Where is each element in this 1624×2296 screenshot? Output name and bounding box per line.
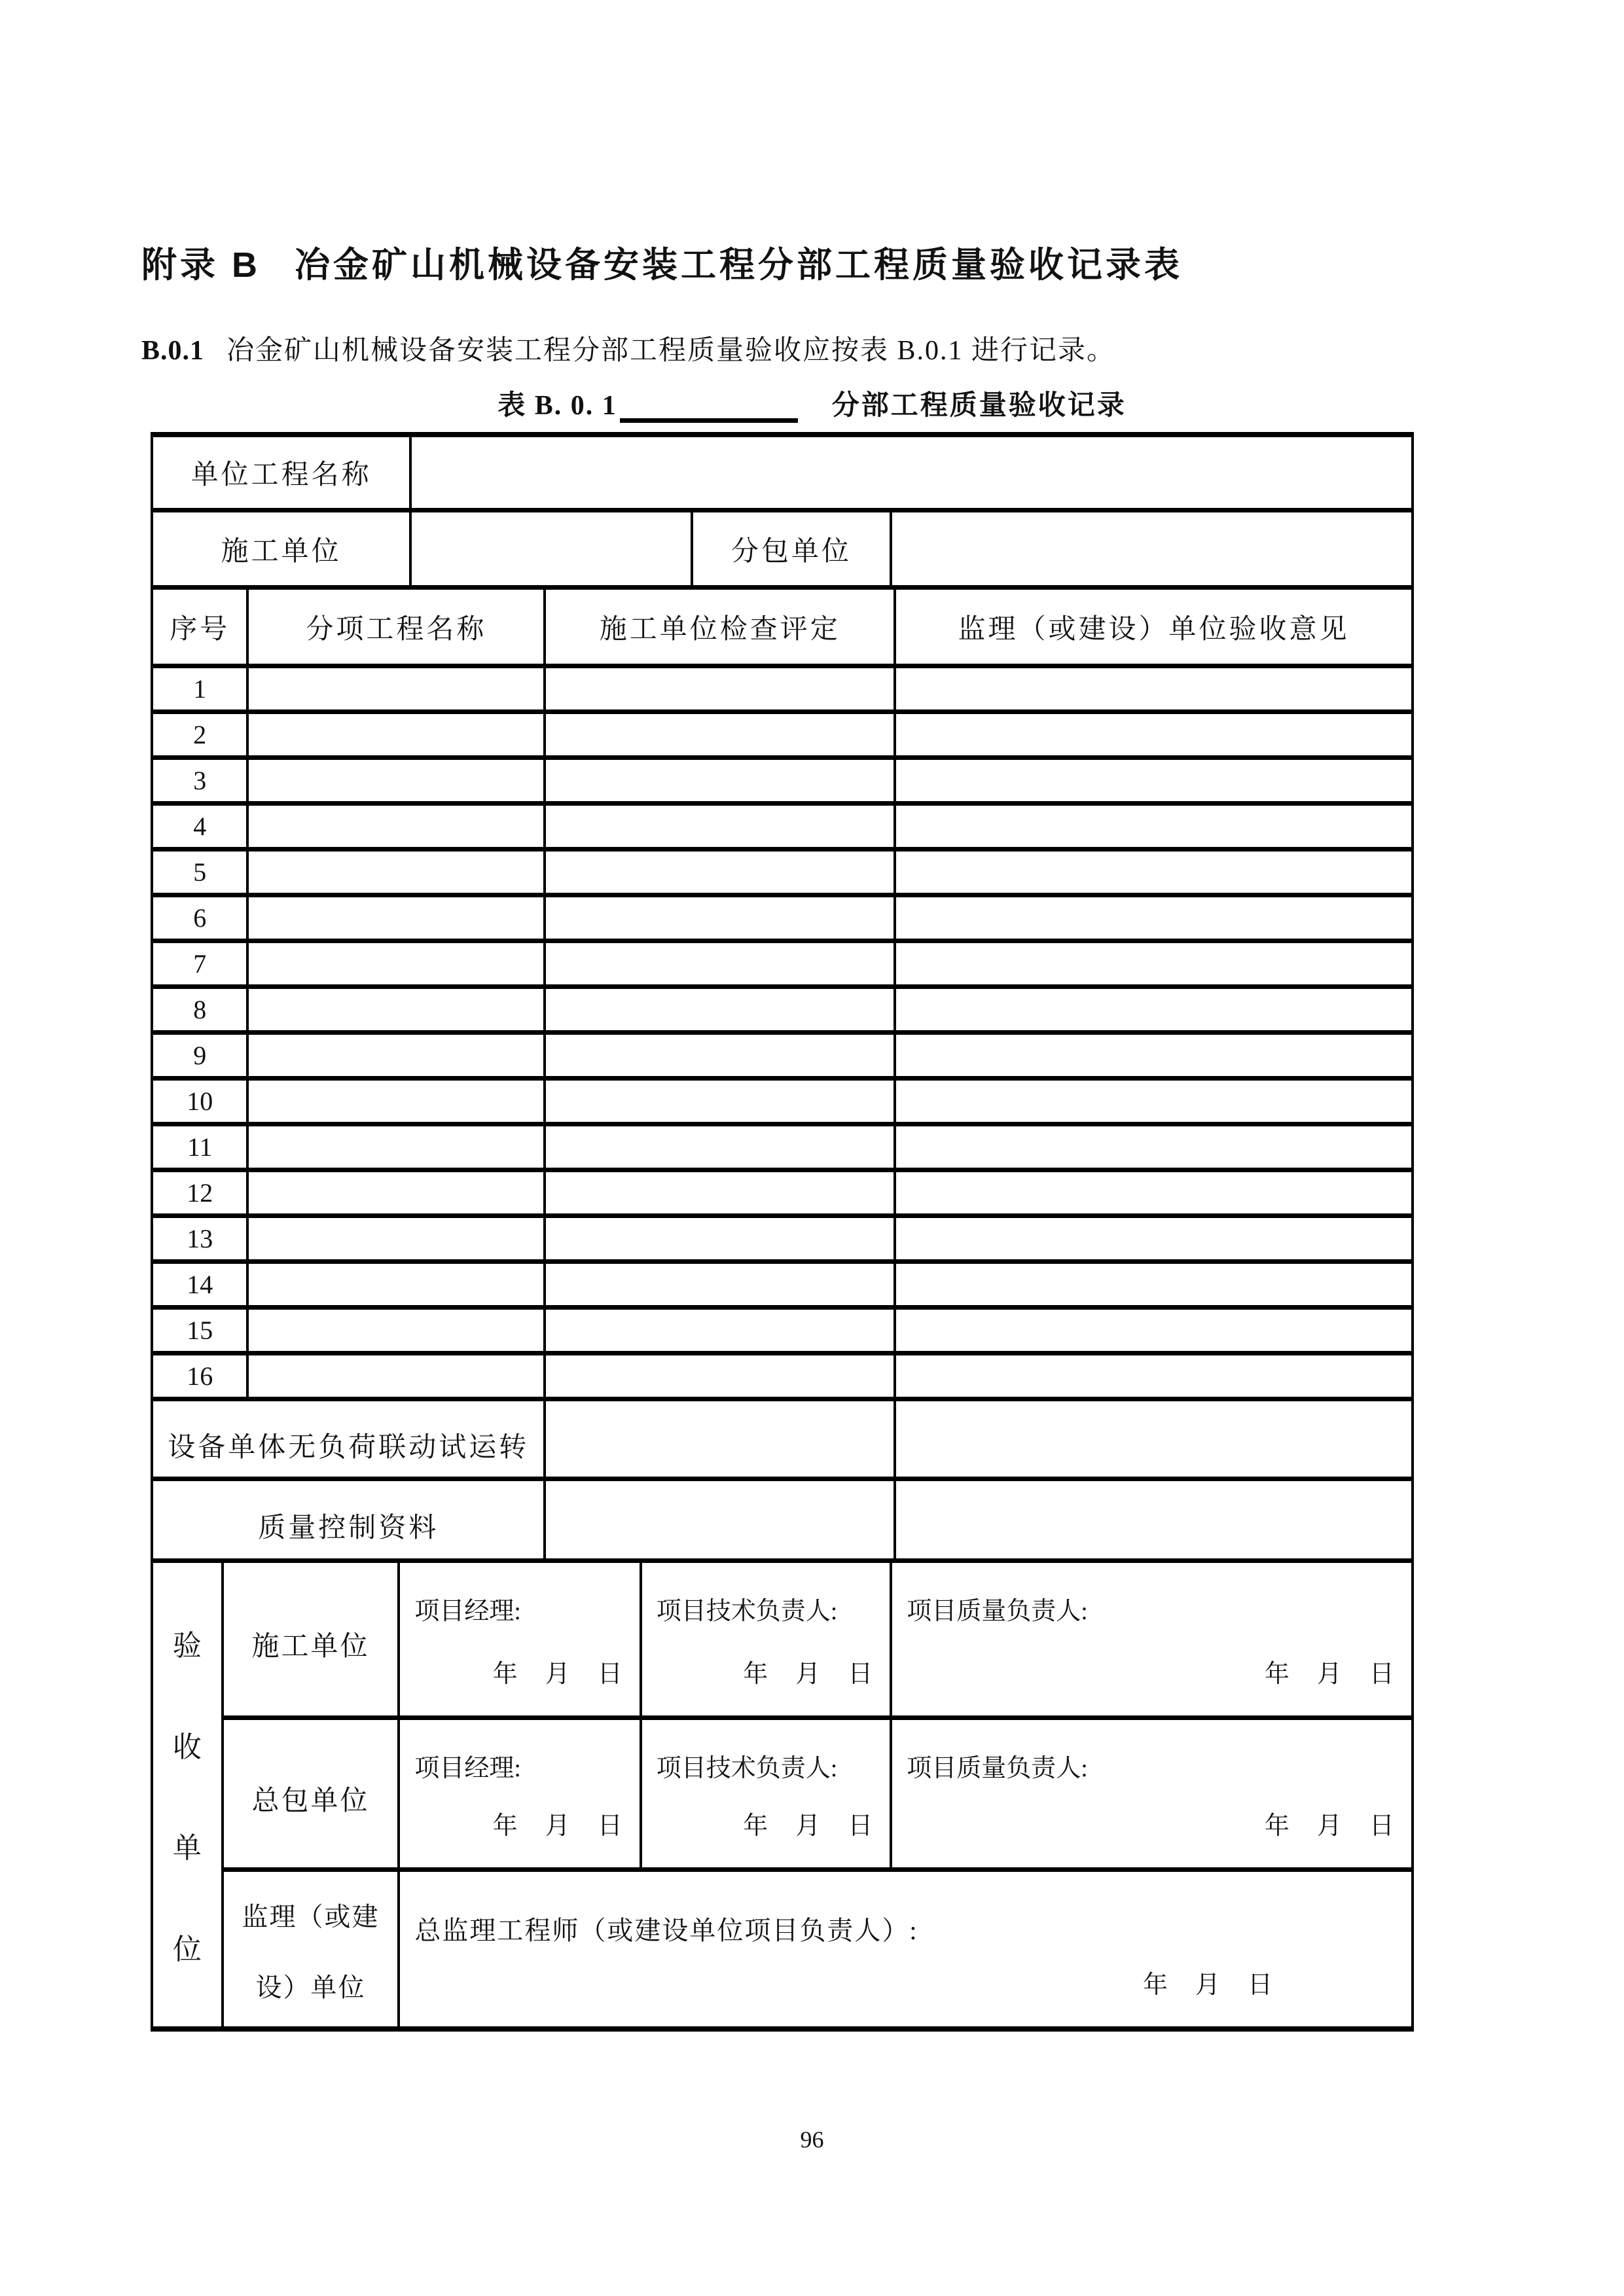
row-name-cell — [249, 1310, 546, 1351]
row-check-cell — [546, 1355, 896, 1397]
table-row — [153, 1264, 1411, 1310]
subcontract-unit-value-cell — [892, 512, 1411, 585]
row-name-cell — [249, 943, 546, 984]
row-opinion-cell — [896, 1264, 1411, 1305]
side-char: 验 — [172, 1630, 202, 1662]
row-name-cell — [249, 668, 546, 709]
no-load-test-opinion-cell — [896, 1401, 1411, 1477]
row-seq: 16 — [153, 1355, 249, 1397]
table-row — [153, 760, 1411, 806]
row-name-cell — [249, 989, 546, 1030]
acceptance-unit-section — [153, 1563, 1411, 2026]
technical-director-title: 项目技术负责人: — [656, 1598, 838, 1625]
table-row — [153, 1035, 1411, 1081]
row-seq: 1 — [153, 668, 249, 709]
row-check-cell — [546, 1310, 896, 1351]
subcontract-unit-label: 分包单位 — [693, 512, 893, 585]
fill-in-blank-line — [620, 393, 798, 423]
row-check-cell — [546, 989, 896, 1030]
clause-number: B.0.1 — [141, 336, 205, 366]
row-seq: 9 — [153, 1035, 249, 1076]
header-self-check: 施工单位检查评定 — [546, 590, 896, 664]
quality-control-check-cell — [546, 1481, 896, 1558]
table-row — [153, 1310, 1411, 1355]
construction-unit-row — [153, 512, 1411, 590]
quality-director-title: 项目质量负责人: — [907, 1755, 1088, 1782]
row-seq: 13 — [153, 1218, 249, 1259]
project-manager-signature-cell — [400, 1563, 641, 1715]
side-char: 位 — [172, 1933, 202, 1965]
row-name-cell — [249, 1035, 546, 1076]
appendix-title-prefix: 附录 B — [141, 245, 261, 285]
no-load-test-row — [153, 1401, 1411, 1481]
row-name-cell — [249, 1218, 546, 1259]
row-seq: 7 — [153, 943, 249, 984]
unit-project-row — [153, 437, 1411, 512]
row-opinion-cell — [896, 668, 1411, 709]
row-name-cell — [249, 897, 546, 939]
page-number: 96 — [800, 2126, 824, 2153]
header-subproject-name: 分项工程名称 — [249, 590, 546, 664]
project-manager-title: 项目经理: — [414, 1598, 521, 1625]
side-char: 收 — [172, 1731, 202, 1763]
row-opinion-cell — [896, 806, 1411, 847]
table-row — [153, 897, 1411, 943]
table-row — [153, 1218, 1411, 1264]
unit-project-label: 单位工程名称 — [153, 437, 412, 508]
technical-director-signature-cell — [642, 1563, 892, 1715]
date-placeholder: 年 月 日 — [1264, 1660, 1396, 1688]
row-seq: 8 — [153, 989, 249, 1030]
quality-control-opinion-cell — [896, 1481, 1411, 1558]
row-opinion-cell — [896, 989, 1411, 1030]
appendix-title — [141, 237, 1183, 287]
no-load-test-label: 设备单体无负荷联动试运转 — [153, 1401, 546, 1477]
table-caption-suffix: 分部工程质量验收记录 — [831, 389, 1127, 420]
row-name-cell — [249, 1172, 546, 1213]
supervisor-label-line1: 监理（或建 — [242, 1902, 380, 1931]
project-manager-signature-cell — [400, 1720, 641, 1867]
quality-control-label: 质量控制资料 — [153, 1481, 546, 1558]
row-name-cell — [249, 1355, 546, 1397]
table-row — [153, 1081, 1411, 1126]
supervisor-label-line2: 设）单位 — [255, 1973, 366, 2002]
table-row — [153, 806, 1411, 852]
construction-unit-label: 施工单位 — [153, 512, 412, 585]
clause-paragraph — [141, 329, 1115, 368]
clause-text: 冶金矿山机械设备安装工程分部工程质量验收应按表 B.0.1 进行记录。 — [226, 336, 1116, 366]
row-check-cell — [546, 714, 896, 755]
table-row — [153, 989, 1411, 1035]
table-row — [153, 852, 1411, 897]
row-opinion-cell — [896, 1355, 1411, 1397]
general-contractor-signature-label: 总包单位 — [224, 1720, 401, 1867]
row-check-cell — [546, 806, 896, 847]
acceptance-record-table — [151, 432, 1414, 2032]
acceptance-signature-rows — [224, 1563, 1411, 2026]
chief-supervisor-signature-cell — [400, 1872, 1411, 2026]
date-placeholder: 年 月 日 — [1264, 1812, 1396, 1840]
technical-director-signature-cell — [642, 1720, 892, 1867]
row-opinion-cell — [896, 1310, 1411, 1351]
construction-unit-value-cell — [412, 512, 693, 585]
table-row — [153, 1355, 1411, 1401]
row-check-cell — [546, 1035, 896, 1076]
acceptance-unit-side-label — [153, 1563, 224, 2026]
table-row — [153, 1126, 1411, 1172]
table-caption-label: 表 B. 0. 1 — [497, 391, 617, 421]
row-opinion-cell — [896, 714, 1411, 755]
header-seq: 序号 — [153, 590, 249, 664]
row-seq: 11 — [153, 1126, 249, 1168]
no-load-test-check-cell — [546, 1401, 896, 1477]
table-row — [153, 714, 1411, 760]
row-opinion-cell — [896, 897, 1411, 939]
row-opinion-cell — [896, 1218, 1411, 1259]
row-opinion-cell — [896, 760, 1411, 801]
row-seq: 6 — [153, 897, 249, 939]
date-placeholder: 年 月 日 — [743, 1660, 875, 1688]
row-check-cell — [546, 897, 896, 939]
row-seq: 2 — [153, 714, 249, 755]
row-opinion-cell — [896, 852, 1411, 893]
row-seq: 14 — [153, 1264, 249, 1305]
column-header-row — [153, 590, 1411, 668]
row-check-cell — [546, 1172, 896, 1213]
table-row — [153, 1172, 1411, 1218]
construction-unit-signature-label: 施工单位 — [224, 1563, 401, 1715]
quality-director-signature-cell — [892, 1563, 1411, 1715]
row-seq: 15 — [153, 1310, 249, 1351]
row-name-cell — [249, 806, 546, 847]
date-placeholder: 年 月 日 — [743, 1812, 875, 1840]
date-placeholder: 年 月 日 — [492, 1812, 624, 1840]
table-row — [153, 668, 1411, 714]
quality-director-title: 项目质量负责人: — [907, 1598, 1088, 1625]
row-name-cell — [249, 852, 546, 893]
technical-director-title: 项目技术负责人: — [656, 1755, 838, 1782]
supervisor-signature-row — [224, 1872, 1411, 2026]
row-check-cell — [546, 1218, 896, 1259]
row-check-cell — [546, 760, 896, 801]
row-seq: 3 — [153, 760, 249, 801]
row-name-cell — [249, 760, 546, 801]
construction-unit-signature-row — [224, 1563, 1411, 1720]
quality-director-signature-cell — [892, 1720, 1411, 1867]
row-check-cell — [546, 668, 896, 709]
table-row — [153, 943, 1411, 989]
row-seq: 4 — [153, 806, 249, 847]
row-check-cell — [546, 1264, 896, 1305]
row-name-cell — [249, 1264, 546, 1305]
row-opinion-cell — [896, 1081, 1411, 1122]
row-name-cell — [249, 1081, 546, 1122]
row-check-cell — [546, 1081, 896, 1122]
row-opinion-cell — [896, 1126, 1411, 1168]
project-manager-title: 项目经理: — [414, 1755, 521, 1782]
row-check-cell — [546, 1126, 896, 1168]
date-placeholder: 年 月 日 — [492, 1660, 624, 1688]
chief-supervisor-title: 总监理工程师（或建设单位项目负责人）: — [414, 1916, 918, 1945]
date-placeholder: 年 月 日 — [1142, 1971, 1274, 1999]
row-seq: 10 — [153, 1081, 249, 1122]
row-seq: 5 — [153, 852, 249, 893]
header-supervisor-opinion: 监理（或建设）单位验收意见 — [958, 614, 1350, 645]
supervisor-signature-label — [224, 1872, 401, 2026]
row-opinion-cell — [896, 943, 1411, 984]
table-caption — [0, 384, 1624, 423]
side-char: 单 — [172, 1832, 202, 1865]
row-opinion-cell — [896, 1035, 1411, 1076]
row-opinion-cell — [896, 1172, 1411, 1213]
quality-control-row — [153, 1481, 1411, 1563]
row-name-cell — [249, 1126, 546, 1168]
row-seq: 12 — [153, 1172, 249, 1213]
row-check-cell — [546, 852, 896, 893]
appendix-title-text: 冶金矿山机械设备安装工程分部工程质量验收记录表 — [295, 245, 1183, 285]
row-name-cell — [249, 714, 546, 755]
general-contractor-signature-row — [224, 1720, 1411, 1872]
unit-project-value-cell — [412, 437, 1411, 508]
row-check-cell — [546, 943, 896, 984]
